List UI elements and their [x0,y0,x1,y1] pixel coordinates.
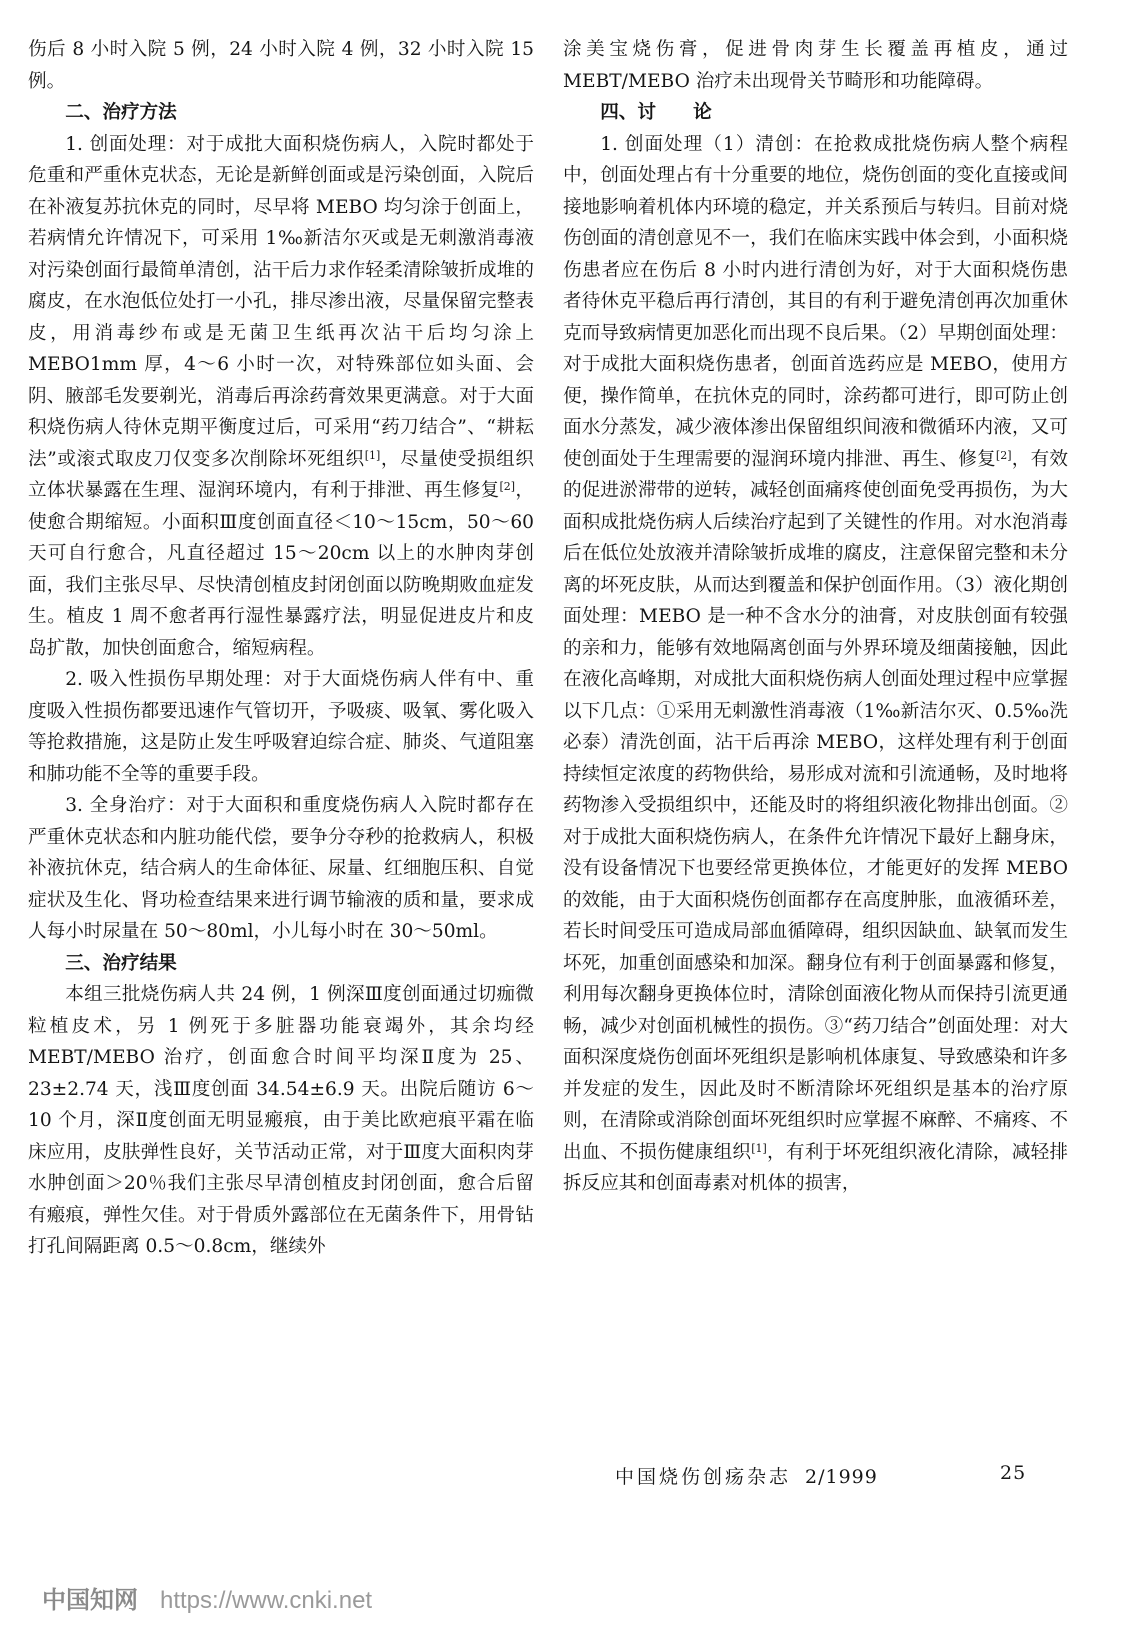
journal-name: 中国烧伤创疡杂志 [615,1466,792,1488]
paragraph-results: 本组三批烧伤病人共 24 例，1 例深Ⅲ度创面通过切痂微粒植皮术，另 1 例死于多脏器功能衰竭外，其余均经 MEBT/MEBO 治疗，创面愈合时间平均深Ⅱ度为 25、23±2.74 天，浅Ⅲ度创面 34.54±6.9 天。出院后随访 6～10 个月，深Ⅱ度创面无明显瘢痕，由于美比欧疤痕平霜在临床应用，皮肤弹性良好，关节活动正常，对于Ⅲ度大面积肉芽水肿创面＞20％我们主张尽早清创植皮封闭创面，愈合后留有瘢痕，弹性欠佳。对于骨质外露部位在无菌条件下，用骨钻打孔间隔距离 0.5～0.8cm，继续外 [28,984,534,1257]
left-column [28,34,534,1263]
issue-number: 2/1999 [805,1466,878,1488]
paragraph-wound-treatment [28,129,534,665]
cnki-watermark [42,1580,372,1615]
paragraph-inhalation-injury: 2. 吸入性损伤早期处理：对于大面烧伤病人伴有中、重度吸入性损伤都要迅速作气管切开，予吸痰、吸氧、雾化吸入等抢救措施，这是防止发生呼吸窘迫综合症、肺炎、气道阻塞和肺功能不全等的重要手段。 [28,669,534,785]
paragraph-text: 1. 创面处理（1）清创：在抢救成批烧伤病人整个病程中，创面处理占有十分重要的地位，烧伤创面的变化直接或间接地影响着机体内环境的稳定，并关系预后与转归。目前对烧伤创面的清创意见不一，我们在临床实践中体会到，小面积烧伤患者应在伤后 8 小时内进行清创为好，对于大面积烧伤患者待休克平稳后再行清创，其目的有利于避免清创再次加重休克而导致病情更加恶化而出现不良后果。（2）早期创面处理：对于成批大面积烧伤患者，创面首选药应是 MEBO，使用方便，操作简单，在抗休克的同时，涂药都可进行，即可防止创面水分蒸发，减少液体渗出保留组织间液和微循环内液，又可使创面处于生理需要的湿润环境内排泄、再生、修复 [563,133,1068,470]
right-column [563,34,1068,1200]
citation-ref: [2] [499,480,516,493]
paragraph-text: ，使愈合期缩短。小面积Ⅲ度创面直径＜10～15cm，50～60 天可自行愈合，凡直径超过 15～20cm 以上的水肿肉芽创面，我们主张尽早、尽快清创植皮封闭创面以防晚期败血症发生。植皮 1 周不愈者再行湿性暴露疗法，明显促进皮片和皮岛扩散，加快创面愈合，缩短病程。 [28,480,534,659]
paragraph-systemic-treatment: 3. 全身治疗：对于大面积和重度烧伤病人入院时都存在严重休克状态和内脏功能代偿，要争分夺秒的抢救病人，积极补液抗休克，结合病人的生命体征、尿量、红细胞压积、自觉症状及生化、肾功检查结果来进行调节输液的质和量，要求成人每小时尿量在 50～80ml，小儿每小时在 30～50ml。 [28,795,534,942]
citation-ref: [1] [364,448,381,462]
paragraph-results-continued: 涂美宝烧伤膏，促进骨肉芽生长覆盖再植皮，通过 MEBT/MEBO 治疗未出现骨关节畸形和功能障碍。 [563,39,1068,92]
paragraph-text: ，有效的促进淤滞带的逆转，减轻创面痛疼使创面免受再损伤，为大面积成批烧伤病人后续治疗起到了关键性的作用。对水泡消毒后在低位处放液并清除皱折成堆的腐皮，注意保留完整和未分离的坏死皮肤，从而达到覆盖和保护创面作用。（3）液化期创面处理：MEBO 是一种不含水分的油膏，对皮肤创面有较强的亲和力，能够有效地隔离创面与外界环境及细菌接触，因此在液化高峰期，对成批大面积烧伤病人创面处理过程中应掌握以下几点：①采用无刺激性消毒液（1‰新洁尔灭、0.5‰洗必泰）清洗创面，沾干后再涂 MEBO，这样处理有利于创面持续恒定浓度的药物供给，易形成对流和引流通畅，及时地将药物渗入受损组织中，还能及时的将组织液化物排出创面。②对于成批大面积烧伤病人，在条件允许情况下最好上翻身床，没有设备情况下也要经常更换体位，才能更好的发挥 MEBO 的效能，由于大面积烧伤创面都存在高度肿胀，血液循环差，若长时间受压可造成局部血循障碍，组织因缺血、缺氧而发生坏死，加重创面感染和加深。翻身位有利于创面暴露和修复，利用每次翻身更换体位时，清除创面液化物从而保持引流更通畅，减少对创面机械性的损伤。③“药刀结合”创面处理：对大面积深度烧伤创面坏死组织是影响机体康复、导致感染和许多并发症的发生，因此及时不断清除坏死组织是基本的治疗原则，在清除或消除创面坏死组织时应掌握不麻醉、不痛疼、不出血、不损伤健康组织 [563,448,1068,1163]
paragraph-text: ，尽量使受损组织立体状暴露在生理、湿润环境内，有利于排泄、再生修复 [28,448,534,501]
page-footer [615,1462,1035,1489]
citation-ref: [1] [751,1141,767,1155]
section-heading-methods: 二、治疗方法 [65,102,177,123]
paragraph-text: ，有利于坏死组织液化清除，减轻排拆反应其和创面毒素对机体的损害， [563,1141,1068,1194]
section-heading-results: 三、治疗结果 [65,952,177,974]
paragraph-text: 1. 创面处理：对于成批大面积烧伤病人，入院时都处于危重和严重休克状态，无论是新鲜创面或是污染创面，入院后在补液复苏抗休克的同时，尽早将 MEBO 均匀涂于创面上，若病情允许情况下，可采用 1‰新洁尔灭或是无刺激消毒液对污染创面行最简单清创，沾干后力求作轻柔清除皱折成堆的腐皮，在水泡低位处打一小孔，排尽渗出液，尽量保留完整表皮，用消毒纱布或是无菌卫生纸再次沾干后均匀涂上 MEBO1mm 厚，4～6 小时一次，对特殊部位如头面、会阴、腋部毛发要剃光，消毒后再涂药膏效果更满意。对于大面积烧伤病人待休克期平衡度过后，可采用“药刀结合”、“耕耘法”或滚式取皮刀仅变多次削除坏死组织 [28,133,534,470]
section-heading-discussion: 四、讨 论 [600,102,712,123]
page-number: 25 [1000,1462,1027,1484]
paragraph-admission-times: 伤后 8 小时入院 5 例，24 小时入院 4 例，32 小时入院 15 例。 [28,39,534,92]
cnki-url: https://www.cnki.net [160,1587,373,1614]
citation-ref: [2] [995,448,1012,462]
cnki-logo: 中国知网 [42,1587,138,1614]
paragraph-discussion [563,129,1068,1200]
